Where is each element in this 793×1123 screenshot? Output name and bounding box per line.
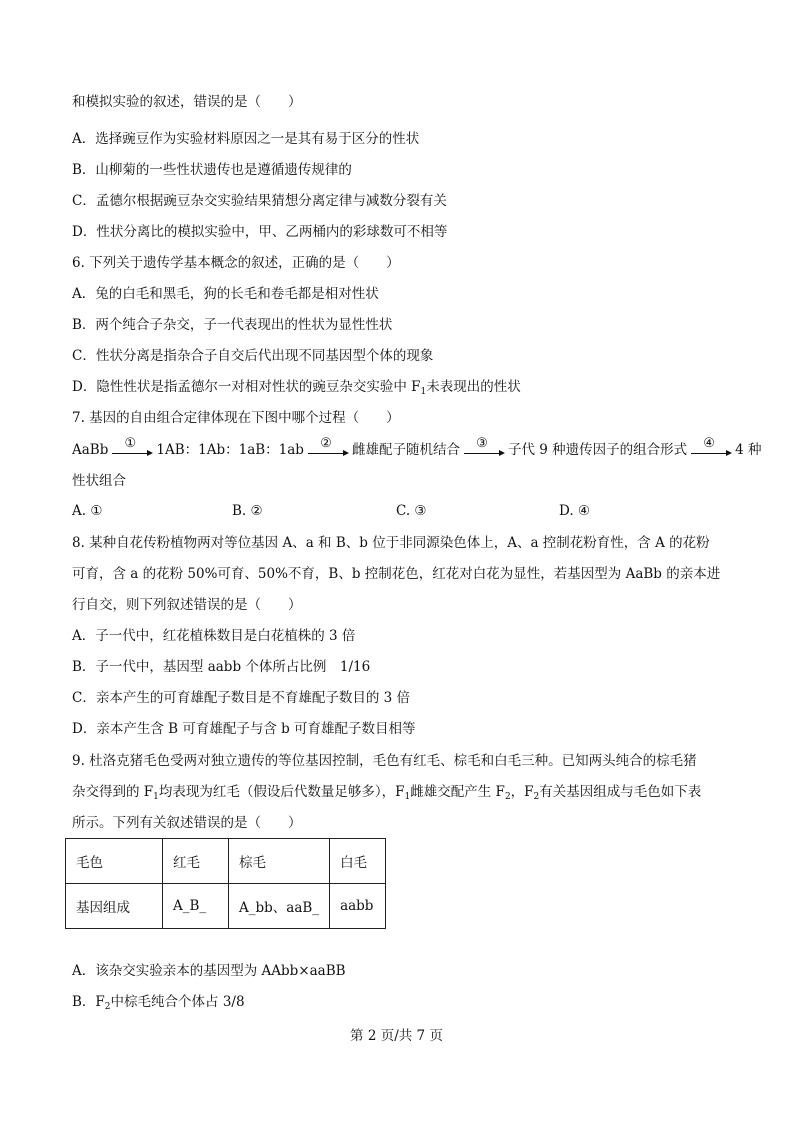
q7-flow-stage1: 1AB：1Ab：1aB：1ab [156,442,304,458]
table-cell: A_bb、aaB_ [229,884,330,929]
table-header-cell: 棕毛 [229,839,330,884]
q7-flow [72,436,762,459]
q7-option-a: A. ① [72,503,103,519]
q7-arrow-2: ② [306,441,350,459]
q7-stem: 7. 基因的自由组合定律体现在下图中哪个过程（ ） [72,410,400,426]
arrow-head-icon [343,450,349,456]
q6-option-c: C．性状分离是指杂合子自交后代出现不同基因型个体的现象 [72,348,434,364]
q7-flow-stage2: 雌雄配子随机结合 [351,442,460,458]
table-row [66,884,386,929]
q7-flow-stage4: 4 种 [735,442,762,458]
table-cell: A_B_ [163,884,229,929]
q5-stem-tail: 和模拟实验的叙述，错误的是（ ） [72,94,302,110]
q7-arrow-1: ① [110,441,154,459]
q9-option-b: B．$F_2$中棕毛纯合个体占 3/8 [72,994,245,1012]
q8-stem-line1: 8. 某种自花传粉植物两对等位基因 A、a 和 B、b 位于非同源染色体上，A、a 控制花粉育性，含 A 的花粉 [72,535,710,551]
q8-option-a: A．子一代中，红花植株数目是白花植株的 3 倍 [72,628,356,644]
q7-flow-stage3: 子代 9 种遗传因子的组合形式 [507,442,688,458]
table-header-cell: 毛色 [66,839,163,884]
q8-option-b: B．子一代中，基因型 aabb 个体所占比例 1/16 [72,659,371,675]
q8-stem-line3: 行自交，则下列叙述错误的是（ ） [72,597,302,613]
q7-flow-line2: 性状组合 [72,473,126,489]
q7-option-d: D. ④ [559,503,591,519]
table-cell: aabb [330,884,386,929]
q6-option-d: D．隐性性状是指孟德尔一对相对性状的豌豆杂交实验中 $F_1$未表现出的性状 [72,379,521,397]
arrow-head-icon [499,450,505,456]
q7-option-b: B. ② [232,503,263,519]
q8-stem-line2: 可育，含 a 的花粉 50%可育、50%不育，B、b 控制花色，红花对白花为显性，若基因型为 AaBb 的亲本进 [72,566,721,582]
q5-option-a: A．选择豌豆作为实验材料原因之一是其有易于区分的性状 [72,131,420,147]
q7-option-c: C. ③ [396,503,427,519]
table-cell: 基因组成 [66,884,163,929]
q5-option-b: B．山柳菊的一些性状遗传也是遵循遗传规律的 [72,162,352,178]
q5-option-d: D．性状分离比的模拟实验中，甲、乙两桶内的彩球数可不相等 [72,224,448,240]
q8-option-c: C．亲本产生的可育雄配子数目是不育雄配子数目的 3 倍 [72,690,411,706]
q9-stem-line2: 杂交得到的 $F_1$均表现为红毛（假设后代数量足够多），$F_1$雌雄交配产生 $F_2$，$F_2$有关基因组成与毛色如下表 [72,784,702,802]
table-header-cell: 红毛 [163,839,229,884]
q6-option-b: B．两个纯合子杂交，子一代表现出的性状为显性性状 [72,317,393,333]
q8-option-d: D．亲本产生含 B 可育雄配子与含 b 可育雄配子数目相等 [72,721,416,737]
q9-stem-line3: 所示。下列有关叙述错误的是（ ） [72,815,302,831]
q9-stem-line1: 9. 杜洛克猪毛色受两对独立遗传的等位基因控制，毛色有红毛、棕毛和白毛三种。已知两头纯合的棕毛猪 [72,753,697,769]
table-header-cell: 白毛 [330,839,386,884]
q7-arrow-3: ③ [462,441,506,459]
page-footer: 第 2 页/共 7 页 [350,1028,443,1044]
arrow-head-icon [726,450,732,456]
q6-stem: 6. 下列关于遗传学基本概念的叙述，正确的是（ ） [72,255,400,271]
q6-option-a: A．兔的白毛和黑毛，狗的长毛和卷毛都是相对性状 [72,286,379,302]
coat-color-genotype-table [65,838,386,929]
q5-option-c: C．孟德尔根据豌豆杂交实验结果猜想分离定律与减数分裂有关 [72,193,447,209]
arrow-head-icon [147,450,153,456]
q7-arrow-4: ④ [689,441,733,459]
q9-option-a: A．该杂交实验亲本的基因型为 AAbb×aaBB [72,963,346,979]
q7-flow-start: AaBb [72,442,109,458]
table-row [66,839,386,884]
